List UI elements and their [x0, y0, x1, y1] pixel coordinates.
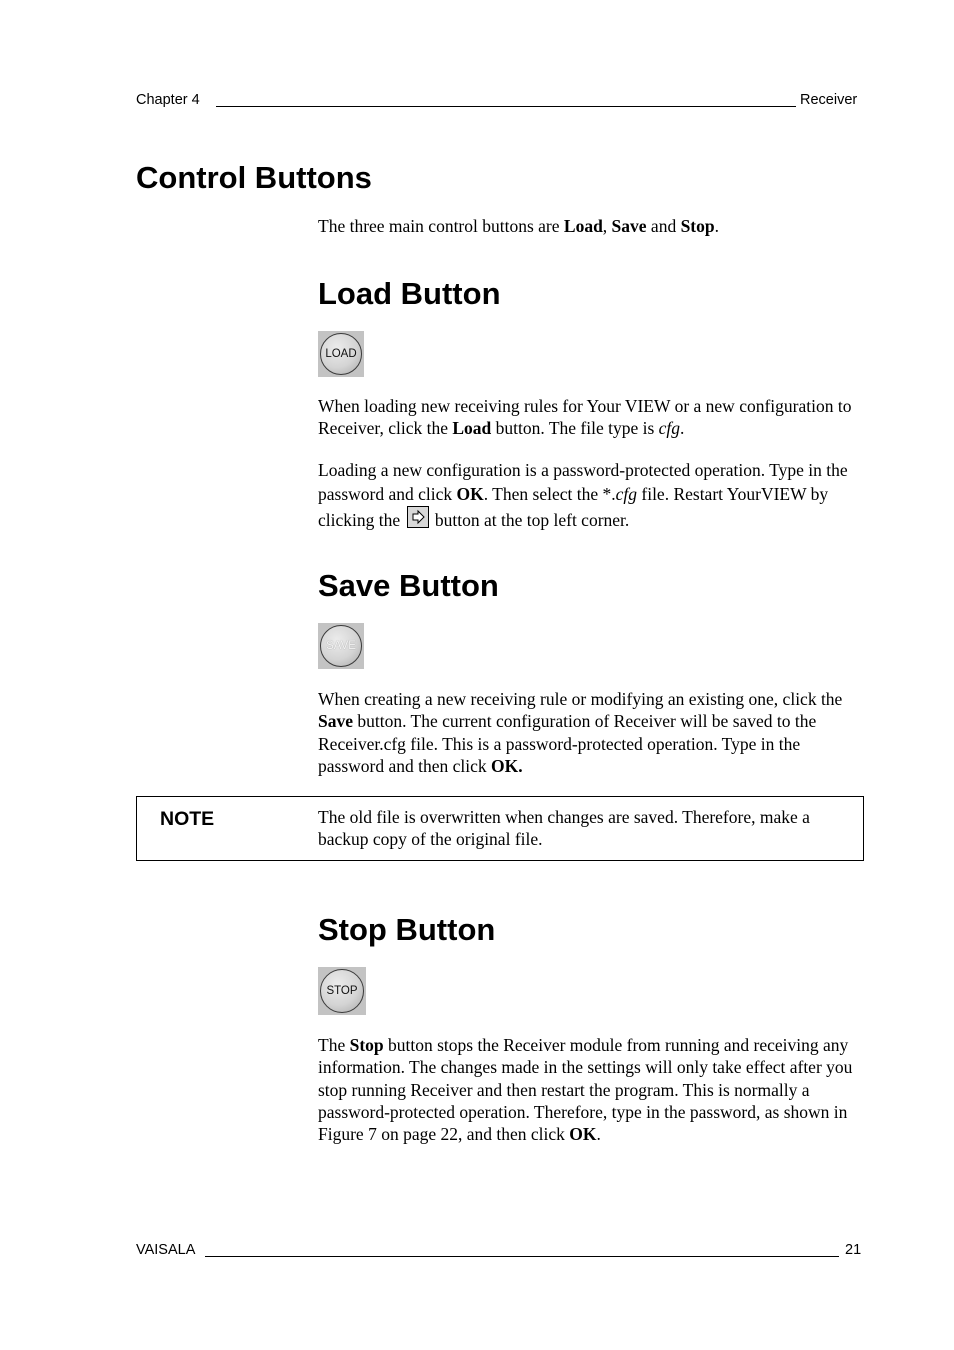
save-button-label: SAVE [320, 625, 362, 667]
header-rule [216, 106, 796, 107]
save-button-image [318, 623, 364, 669]
load-paragraph-2: Loading a new configuration is a password-protected operation. Type in the password and click OK. Then select the *.cfg file. Restart YourVIEW by clicking the button at the top left corner. [318, 460, 848, 530]
section-title-stop-button: Stop Button [318, 912, 496, 947]
section-title-load-button: Load Button [318, 276, 501, 311]
footer-rule [205, 1256, 839, 1257]
note-box [136, 796, 864, 861]
header-chapter: Chapter 4 [136, 92, 200, 108]
load-button-label: LOAD [320, 333, 362, 375]
note-text: The old file is overwritten when changes are saved. Therefore, make a backup copy of the original file. [318, 807, 810, 850]
stop-button-image [318, 967, 366, 1015]
control-intro: The three main control buttons are Load, Save and Stop. [318, 216, 719, 236]
load-button-image [318, 331, 364, 377]
stop-button-label: STOP [320, 969, 364, 1013]
restart-arrow-icon [407, 506, 429, 528]
save-paragraph-1: When creating a new receiving rule or modifying an existing one, click the Save button. The current configuration of Receiver will be saved to the Receiver.cfg file. This is a password-protected operation. Type in the password and then click OK. [318, 689, 843, 776]
stop-paragraph-1: The Stop button stops the Receiver module from running and receiving any information. The changes made in the settings will only take effect after you stop running Receiver and then restart the program. This is normally a password-protected operation. Therefore, type in the password, as shown in Figure 7 on page 22, and then click OK. [318, 1035, 853, 1145]
note-label: NOTE [160, 808, 215, 830]
page-number: 21 [845, 1242, 862, 1258]
load-paragraph-1: When loading new receiving rules for Your VIEW or a new configuration to Receiver, click the Load button. The file type is cfg. [318, 396, 852, 439]
header-section: Receiver [800, 92, 858, 108]
footer-company: VAISALA [136, 1242, 196, 1258]
section-title-save-button: Save Button [318, 568, 499, 603]
section-title-control-buttons: Control Buttons [136, 160, 372, 195]
